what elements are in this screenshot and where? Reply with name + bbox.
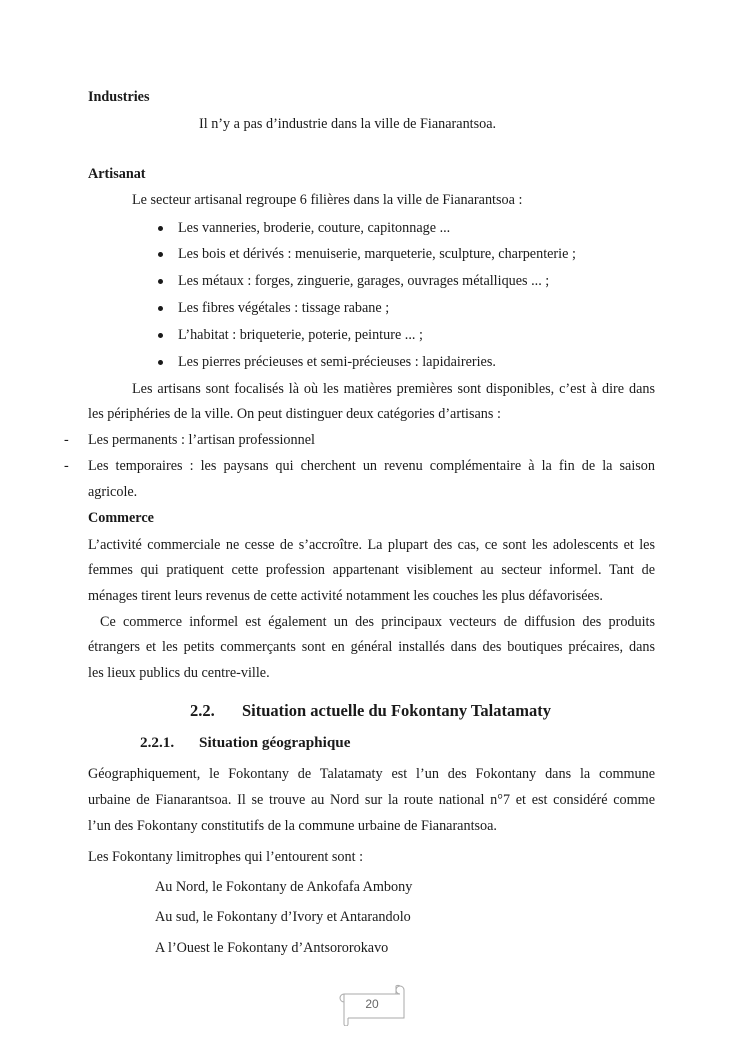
- list-item: Les vanneries, broderie, couture, capitonnage ...: [178, 220, 451, 236]
- commerce-line: femmes qui pratiquent cette profession appartenant visiblement au secteur informel. Tant de: [88, 562, 655, 578]
- dash-marker: -: [64, 458, 69, 474]
- list-item: L’habitat : briqueterie, poterie, peinture ... ;: [178, 327, 423, 343]
- bullet-icon: [158, 226, 163, 231]
- artisanat-paragraph-line: les périphéries de la ville. On peut distinguer deux catégories d’artisans :: [88, 406, 501, 422]
- dash-item-continued: agricole.: [88, 484, 138, 500]
- limit-item: Au Nord, le Fokontany de Ankofafa Ambony: [155, 879, 413, 895]
- commerce-line: les lieux publics du centre-ville.: [88, 665, 270, 681]
- bullet-icon: [158, 306, 163, 311]
- heading-industries: Industries: [88, 89, 150, 105]
- subsection-number: 2.2.1.: [140, 734, 175, 751]
- limits-intro: Les Fokontany limitrophes qui l’entourent sont :: [88, 849, 364, 865]
- commerce-line: ménages tirent leurs revenus de cette activité notamment les couches les plus défavorisées.: [88, 588, 603, 604]
- commerce-line: L’activité commerciale ne cesse de s’accroître. La plupart des cas, ce sont les adolescents et les: [88, 537, 655, 553]
- bullet-icon: [158, 333, 163, 338]
- list-item: Les pierres précieuses et semi-précieuses : lapidaireries.: [178, 354, 496, 370]
- page-number-scroll: [338, 984, 406, 1026]
- section-line: Géographiquement, le Fokontany de Talatamaty est l’un des Fokontany dans la commune: [88, 766, 655, 782]
- dash-item: Les permanents : l’artisan professionnel: [88, 432, 315, 448]
- heading-commerce: Commerce: [88, 510, 154, 526]
- page-number: 20: [365, 997, 379, 1011]
- heading-artisanat: Artisanat: [88, 166, 146, 182]
- bullet-icon: [158, 360, 163, 365]
- limit-item: Au sud, le Fokontany d’Ivory et Antarandolo: [155, 909, 411, 925]
- bullet-icon: [158, 252, 163, 257]
- limit-item: A l’Ouest le Fokontany d’Antsororokavo: [155, 940, 389, 956]
- section-number: 2.2.: [190, 701, 215, 720]
- section-title: Situation actuelle du Fokontany Talatamaty: [242, 701, 551, 720]
- commerce-line: étrangers et les petits commerçants sont en général installés dans des boutiques précaires, dans: [88, 639, 655, 655]
- bullet-icon: [158, 279, 163, 284]
- artisanat-intro: Le secteur artisanal regroupe 6 filières dans la ville de Fianarantsoa :: [132, 192, 523, 208]
- list-item: Les bois et dérivés : menuiserie, marqueterie, sculpture, charpenterie ;: [178, 246, 576, 262]
- dash-marker: -: [64, 432, 69, 448]
- section-line: urbaine de Fianarantsoa. Il se trouve au Nord sur la route national n°7 et est considéré comme: [88, 792, 655, 808]
- industries-text: Il n’y a pas d’industrie dans la ville de Fianarantsoa.: [199, 116, 497, 132]
- dash-item: Les temporaires : les paysans qui cherchent un revenu complémentaire à la fin de la saison: [88, 458, 655, 474]
- list-item: Les métaux : forges, zinguerie, garages, ouvrages métalliques ... ;: [178, 273, 550, 289]
- list-item: Les fibres végétales : tissage rabane ;: [178, 300, 390, 316]
- subsection-title: Situation géographique: [199, 734, 351, 751]
- commerce-line: Ce commerce informel est également un des principaux vecteurs de diffusion des produits: [100, 614, 655, 630]
- section-line: l’un des Fokontany constitutifs de la commune urbaine de Fianarantsoa.: [88, 818, 497, 834]
- artisanat-paragraph-line: Les artisans sont focalisés là où les matières premières sont disponibles, c’est à dire dans: [132, 381, 655, 397]
